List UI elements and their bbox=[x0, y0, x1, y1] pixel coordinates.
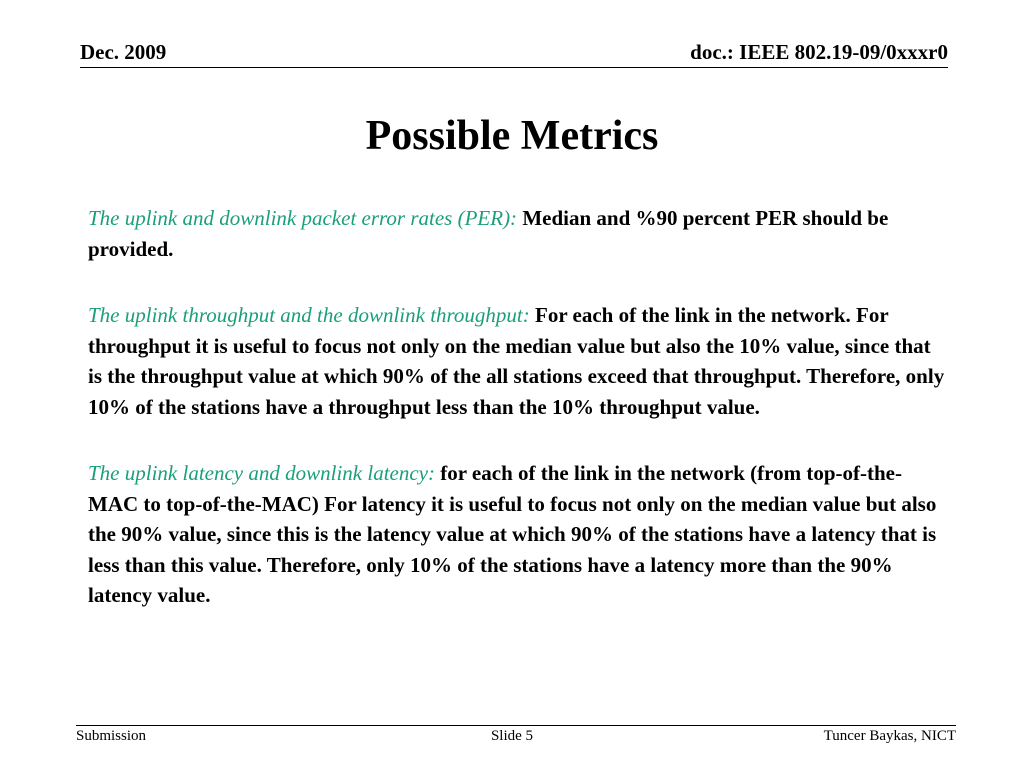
metric-per-text: Median and %90 percent PER should be provided. bbox=[88, 206, 889, 261]
header-doc-id: doc.: IEEE 802.19-09/0xxxr0 bbox=[690, 40, 948, 64]
metric-latency-paragraph bbox=[88, 458, 948, 611]
slide-title: Possible Metrics bbox=[365, 113, 659, 159]
header-divider bbox=[80, 67, 948, 68]
metric-throughput-heading: The uplink throughput and the downlink throughput: bbox=[88, 303, 536, 327]
metric-latency-text: for each of the link in the network (from top-of-the-MAC to top-of-the-MAC) For latency it is useful to focus not only on the median value but also the 90% value, since this is the latency value at which 90% of the stations have a latency that is less than this value. Therefore, only 10% of the stations have a latency more than the 90% latency value. bbox=[88, 461, 937, 607]
metric-throughput-text: For each of the link in the network. For throughput it is useful to focus not only on the median value but also the 10% value, since that is the throughput value at which 90% of the all stations exceed that throughput. Therefore, only 10% of the stations have a throughput less than the 10% throughput value. bbox=[88, 303, 945, 419]
metric-per-paragraph bbox=[88, 203, 948, 264]
slide-content bbox=[88, 203, 948, 647]
metric-throughput-paragraph bbox=[88, 300, 948, 422]
footer-slide-number: Slide 5 bbox=[490, 728, 534, 744]
footer-divider bbox=[76, 725, 956, 726]
footer-submission: Submission bbox=[76, 728, 147, 744]
footer-author: Tuncer Baykas, NICT bbox=[823, 728, 956, 744]
metric-per-heading: The uplink and downlink packet error rates (PER): bbox=[88, 206, 523, 230]
metric-latency-heading: The uplink latency and downlink latency: bbox=[88, 461, 441, 485]
header-date: Dec. 2009 bbox=[80, 40, 167, 64]
